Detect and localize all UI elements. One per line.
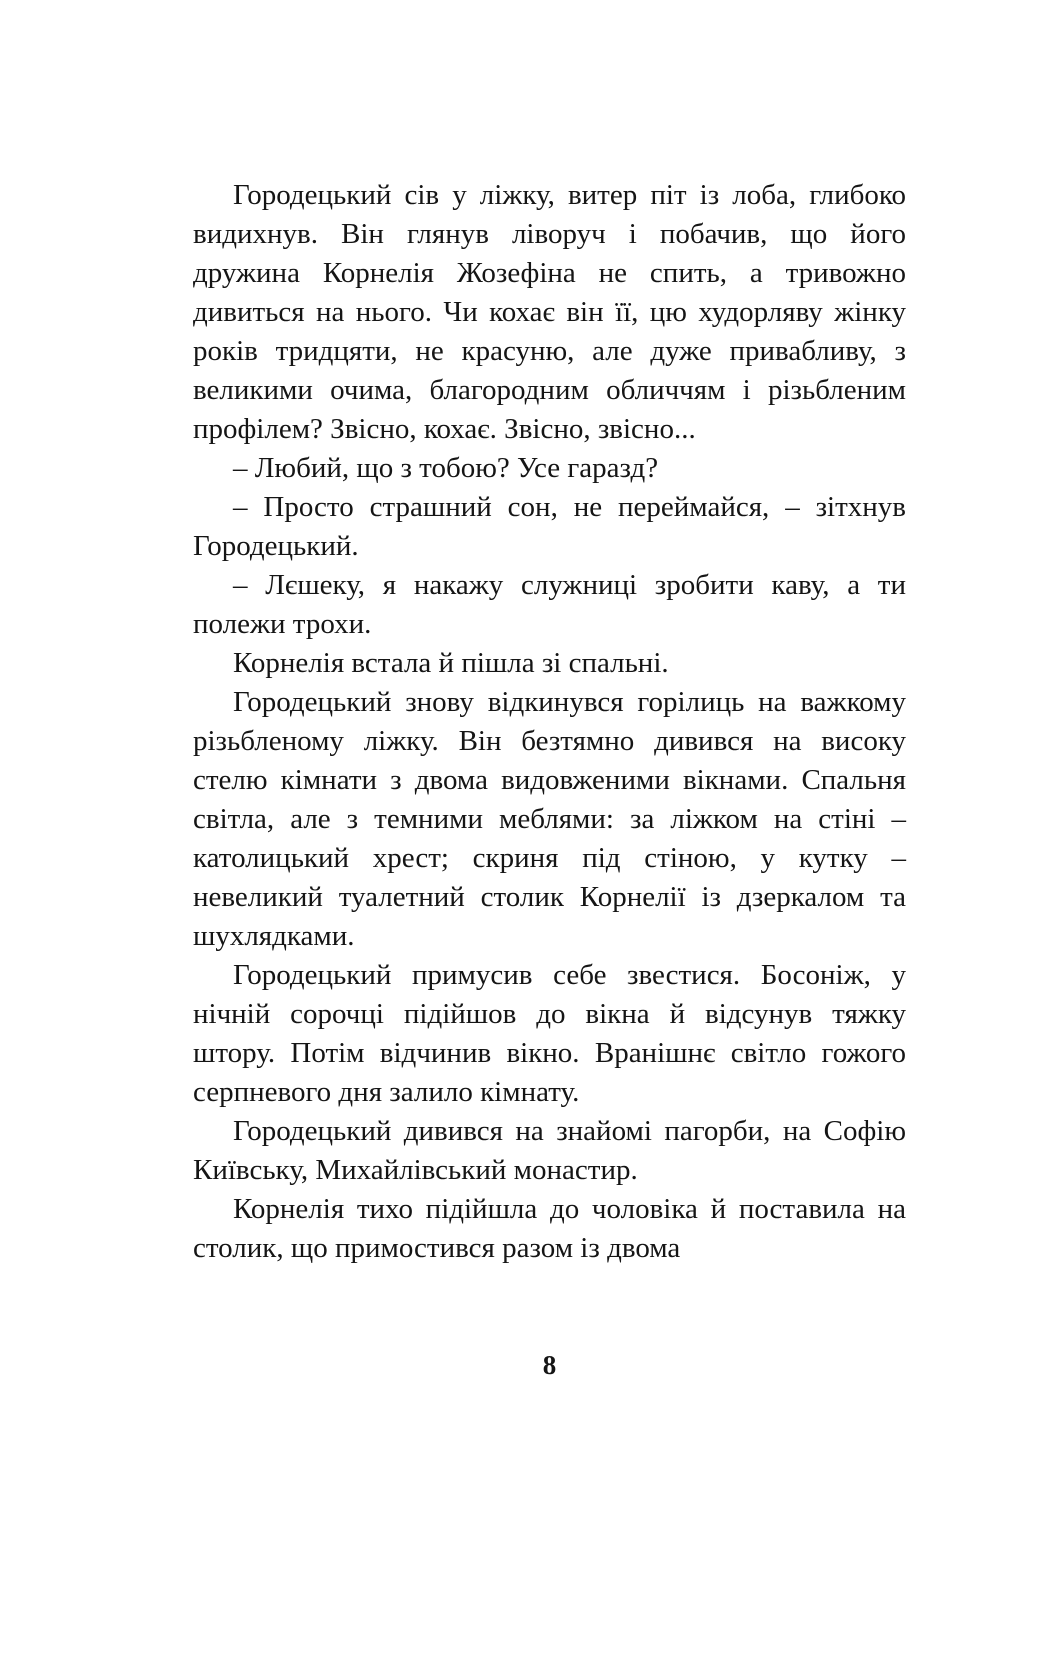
paragraph-dialogue: – Лєшеку, я накажу служниці зробити каву, а ти полежи трохи. bbox=[193, 569, 906, 640]
paragraph: Городецький знову відкинувся горілиць на важкому різьбленому ліжку. Він безтямно дивився на високу стелю кімнати з двома видовженими вікнами. Спальня світла, але з темними меблями: за ліжком на стіні – католицький хрест; скриня під стіною, у кутку – невеликий туалетний столик Корнелії із дзеркалом та шухлядками. bbox=[193, 686, 906, 952]
paragraph: Городецький примусив себе звестися. Босоніж, у нічній сорочці підійшов до вікна й відсунув тяжку штору. Потім відчинив вікно. Вранішнє світло гожого серпневого дня залило кімнату. bbox=[193, 959, 906, 1108]
text-block bbox=[193, 176, 906, 1268]
paragraph-dialogue: – Любий, що з тобою? Усе гаразд? bbox=[233, 452, 659, 484]
paragraph: Городецький сів у ліжку, витер піт із лоба, глибоко видихнув. Він глянув ліворуч і побачив, що його дружина Корнелія Жозефіна не спить, а тривожно дивиться на нього. Чи кохає він її, цю худорляву жінку років тридцяти, не красуню, але дуже привабливу, з великими очима, благородним обличчям і різьбленим профілем? Звісно, кохає. Звісно, звісно... bbox=[193, 179, 906, 445]
paragraph: Городецький дивився на знайомі пагорби, на Софію Київську, Михайлівський монастир. bbox=[193, 1115, 906, 1186]
paragraph-dialogue: – Просто страшний сон, не переймайся, – зітхнув Городецький. bbox=[193, 491, 906, 562]
page-number: 8 bbox=[542, 1350, 557, 1380]
paragraph: Корнелія встала й пішла зі спальні. bbox=[233, 647, 669, 679]
paragraph: Корнелія тихо підійшла до чоловіка й поставила на столик, що примостився разом із двома bbox=[193, 1193, 906, 1264]
